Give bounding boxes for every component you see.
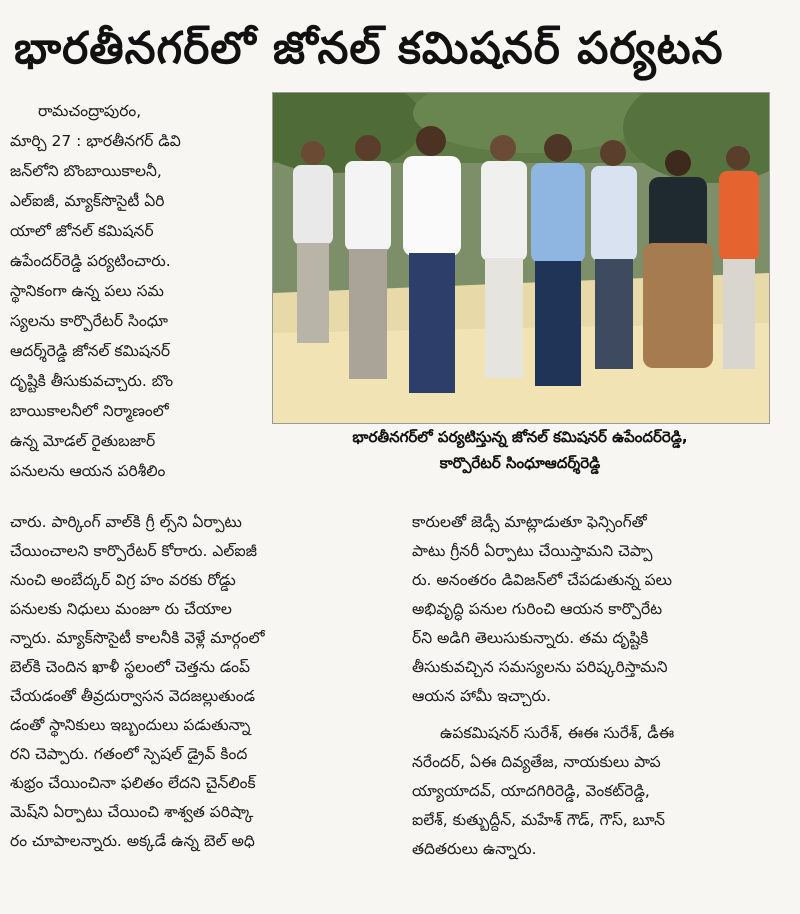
article-line: చేయడంతో తీవ్రదుర్వాసన వెదజల్లుతుండ xyxy=(10,687,256,705)
article-line: రామచంద్రాపురం, xyxy=(38,102,142,120)
photo-illustration xyxy=(273,93,769,423)
caption-line: భారతీనగర్‌లో పర్యటిస్తున్న జోనల్ కమిషనర్ ఉపేందర్‌రెడ్డి, xyxy=(352,428,688,446)
article-line: న్నారు. మ్యాక్‌సొసైటీ కాలనీకి వెళ్లే మార్గంలో xyxy=(10,629,265,647)
article-column-left-bottom xyxy=(10,508,402,856)
article-line: తీసుకువచ్చిన సమస్యలను పరిష్కరిస్తామని xyxy=(412,658,668,676)
article-line: నరేందర్, ఏఈ దివ్యతేజ, నాయకులు పాప xyxy=(412,753,661,771)
article-line: జన్‌లోని బొంబాయికాలనీ, xyxy=(10,162,162,180)
article-line: తదితరులు ఉన్నారు. xyxy=(412,840,537,858)
article-line: బెల్‌కి చెందిన ఖాళీ స్థలంలో చెత్తను డంప్ xyxy=(10,658,251,676)
article-line: రం చూపాలన్నారు. అక్కడే ఉన్న బెల్ అధి xyxy=(10,832,255,850)
article-column-right xyxy=(412,508,786,864)
article-line: నుంచి అంబేద్కర్ విగ్ర హం వరకు రోడ్డు xyxy=(10,571,236,589)
article-line: దృష్టికి తీసుకువచ్చారు. బొం xyxy=(10,372,174,390)
article-line: శుభ్రం చేయించినా ఫలితం లేదని చైన్‌లింక్ xyxy=(10,774,256,792)
article-line: పనులకు నిధులు మంజూ రు చేయాల xyxy=(10,600,232,618)
article-line: చేయించాలని కార్పొరేటర్ కోరారు. ఎల్ఐజీ xyxy=(10,542,257,560)
article-line: ఆదర్శ్‌రెడ్డి జోనల్ కమిషనర్ xyxy=(10,342,171,360)
article-line: ఉపకమిషనర్ సురేశ్, ఈఈ సురేశ్, డీఈ xyxy=(440,724,675,742)
photo-caption xyxy=(272,424,768,502)
article-line: డంతో స్థానికులు ఇబ్బందులు పడుతున్నా xyxy=(10,716,251,734)
article-line: చారు. పార్కింగ్ వాల్‌కి గ్రీ ల్స్‌ని ఏర్పాటు xyxy=(10,513,242,531)
article-line: యాలో జోనల్ కమిషనర్ xyxy=(10,222,154,240)
article-line: ఎల్ఐజీ, మ్యాక్‌సొసైటీ ఏరి xyxy=(10,192,165,210)
article-line: ఉన్న మోడల్ రైతుబజార్ xyxy=(10,432,156,450)
article-line: ఉపేందర్‌రెడ్డి పర్యటించారు. xyxy=(10,252,171,270)
article-line: ర్‌ని అడిగి తెలుసుకున్నారు. తమ దృష్టికి xyxy=(412,629,649,647)
article-line: మెష్‌ని ఏర్పాటు చేయించి శాశ్వత పరిష్కా xyxy=(10,803,254,821)
paragraph-gap xyxy=(412,711,786,719)
article-line: అభివృద్ధి పనుల గురించి ఆయన కార్పొరేట xyxy=(412,600,663,618)
article-line: రని చెప్పారు. గతంలో స్పెషల్ డ్రైవ్ కింద xyxy=(10,745,248,763)
article-line: మార్చి 27 : భారతీనగర్ డివి xyxy=(10,132,181,150)
article-line: య్యాయాదవ్, యాదగిరిరెడ్డి, వెంకట్‌రెడ్డి, xyxy=(412,782,650,800)
article-line: పనులను ఆయన పరిశీలిం xyxy=(10,462,166,480)
article-line: రు. అనంతరం డివిజన్‌లో చేపడుతున్న పలు xyxy=(412,571,673,589)
article-line: స్యలను కార్పొరేటర్ సింధూ xyxy=(10,312,168,330)
article-line: పాటు గ్రీనరీ ఏర్పాటు చేయిస్తామని చెప్పా xyxy=(412,542,653,560)
caption-line: కార్పొరేటర్ సింధూఆదర్శ్‌రెడ్డి xyxy=(439,454,601,472)
article-line: బాయికాలనీలో నిర్మాణంలో xyxy=(10,402,169,420)
article-line: స్థానికంగా ఉన్న పలు సమ xyxy=(10,282,164,300)
headline: భారతీనగర్‌లో జోనల్ కమిషనర్ పర్యటన xyxy=(14,23,724,74)
article-line: ఆయన హామీ ఇచ్చారు. xyxy=(412,687,551,705)
news-photo xyxy=(272,92,770,424)
article-column-left-top xyxy=(10,96,266,486)
article-line: ఐలేశ్, కుత్బుద్దీన్, మహేశ్ గౌడ్, గౌస్, బూన్ xyxy=(412,811,665,829)
article-line: కారులతో జెడ్సీ మాట్లాడుతూ ఫెన్సింగ్‌తో xyxy=(412,513,647,531)
